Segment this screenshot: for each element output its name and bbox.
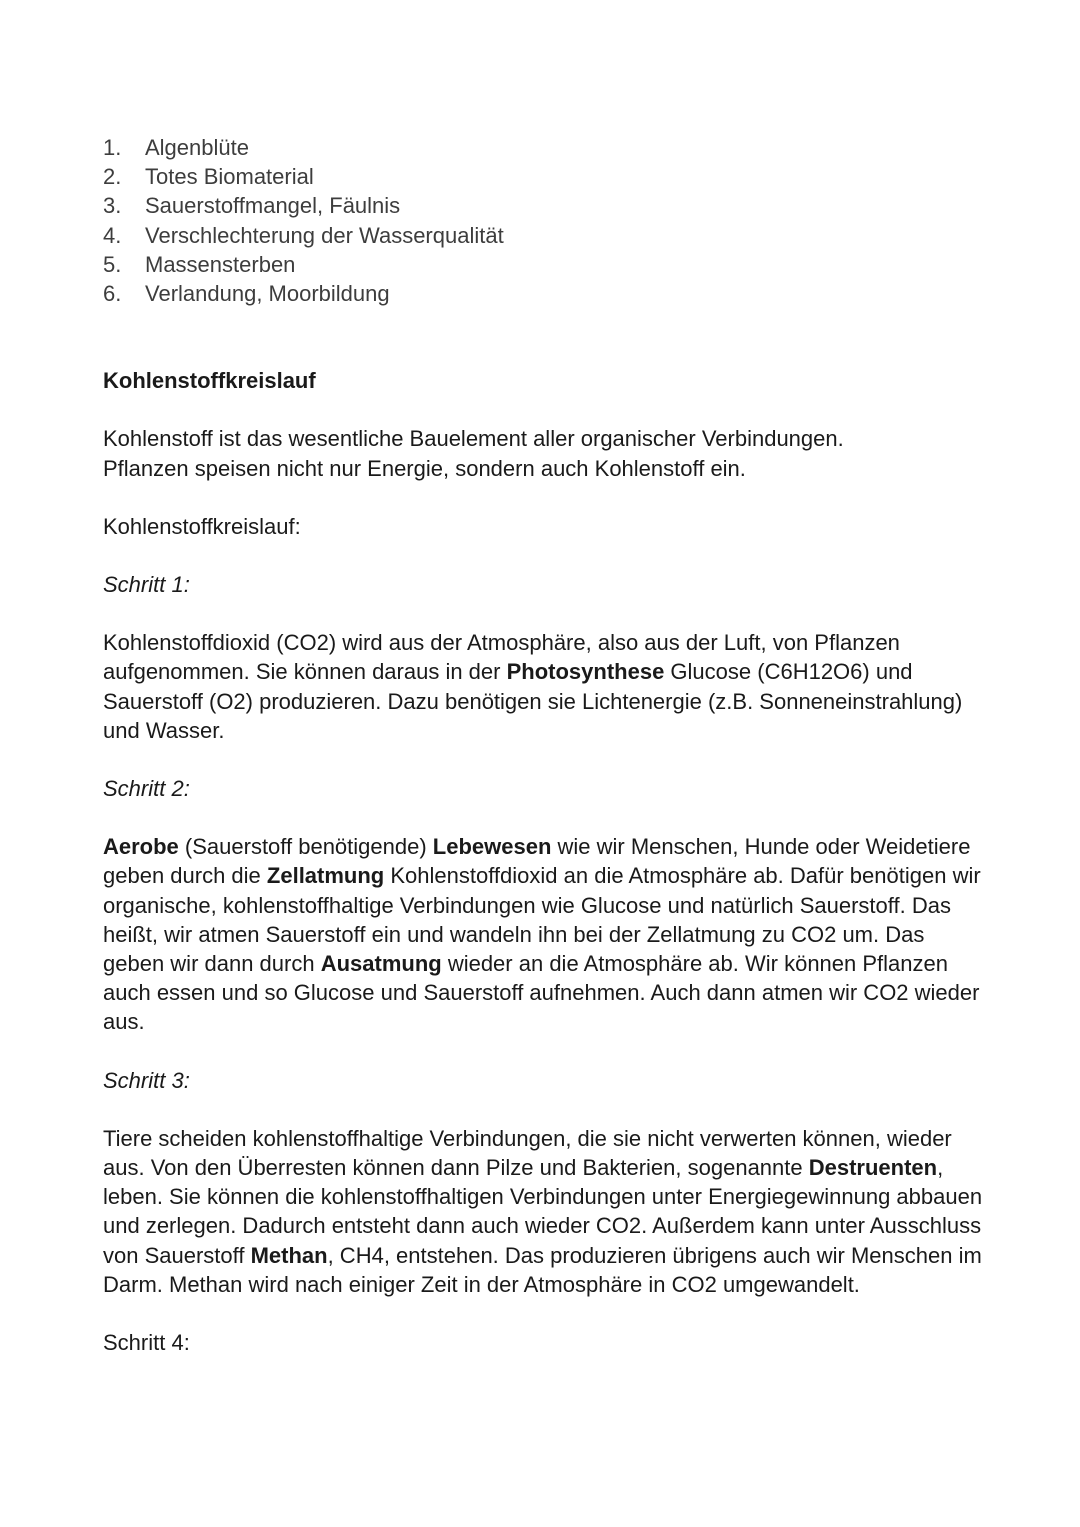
term-zellatmung: Zellatmung bbox=[266, 863, 385, 889]
list-item bbox=[103, 250, 983, 279]
step-2-text-b: wie wir Menschen, Hunde oder Weidetiere geben durch die bbox=[103, 834, 971, 889]
step-2-text-d: wieder an die Atmosphäre ab. Wir können Pflanzen auch essen und so Glucose und Sauerstoff aufnehmen. Auch dann atmen wir CO2 wieder aus. bbox=[103, 950, 980, 1035]
step-1-text-b: Glucose (C6H12O6) und Sauerstoff (O2) produzieren. Dazu benötigen sie Lichtenergie (z.B. Sonneneinstrahlung) und Wasser. bbox=[103, 659, 963, 743]
term-photosynthese: Photosynthese bbox=[506, 659, 665, 685]
list-number: 6. bbox=[103, 280, 122, 306]
step-1-label: Schritt 1: bbox=[103, 571, 190, 597]
term-methan: Methan bbox=[250, 1242, 328, 1268]
intro-line-2: Pflanzen speisen nicht nur Energie, sondern auch Kohlenstoff ein. bbox=[103, 455, 746, 481]
term-ausatmung: Ausatmung bbox=[320, 950, 442, 976]
list-item bbox=[103, 279, 983, 308]
step-2-text-a: (Sauerstoff benötigende) bbox=[178, 834, 433, 860]
list-number: 1. bbox=[103, 135, 122, 160]
step-3-paragraph bbox=[103, 1124, 983, 1299]
list-text: Verlandung, Moorbildung bbox=[145, 280, 390, 306]
list-text: Massensterben bbox=[145, 251, 296, 277]
step-3-text-c: , CH4, entstehen. Das produzieren übrigens auch wir Menschen im Darm. Methan wird nach einiger Zeit in der Atmosphäre in CO2 umgewandelt. bbox=[103, 1242, 982, 1297]
document-content bbox=[103, 133, 983, 1357]
term-aerobe: Aerobe bbox=[103, 834, 179, 860]
term-destruenten: Destruenten bbox=[808, 1154, 938, 1180]
step-3-text-a: Tiere scheiden kohlenstoffhaltige Verbindungen, die sie nicht verwerten können, wieder aus. Von den Überresten können dann Pilze und Bakterien, sogenannte bbox=[103, 1125, 952, 1180]
list-item bbox=[103, 191, 983, 220]
list-text: Totes Biomaterial bbox=[145, 164, 314, 190]
eutrophication-list bbox=[103, 133, 983, 308]
step-4-label: Schritt 4: bbox=[103, 1330, 190, 1355]
list-number: 2. bbox=[103, 164, 122, 190]
intro-paragraph bbox=[103, 424, 983, 482]
step-3-label: Schritt 3: bbox=[103, 1067, 190, 1093]
list-item bbox=[103, 162, 983, 191]
step-3-text-b: , leben. Sie können die kohlenstoffhaltigen Verbindungen unter Energiegewinnung abbauen und zerlegen. Dadurch entsteht dann auch wieder CO2. Außerdem kann unter Ausschluss von Sauerstoff bbox=[103, 1154, 983, 1268]
list-text: Verschlechterung der Wasserqualität bbox=[145, 222, 504, 248]
list-item bbox=[103, 221, 983, 250]
step-1-text-a: Kohlenstoffdioxid (CO2) wird aus der Atmosphäre, also aus der Luft, von Pflanzen aufgenommen. Sie können daraus in der bbox=[103, 630, 900, 685]
list-number: 4. bbox=[103, 222, 122, 248]
list-text: Sauerstoffmangel, Fäulnis bbox=[145, 193, 401, 219]
cycle-label: Kohlenstoffkreislauf: bbox=[103, 513, 301, 539]
list-number: 5. bbox=[103, 251, 122, 277]
term-lebewesen: Lebewesen bbox=[432, 834, 552, 860]
list-text: Algenblüte bbox=[145, 135, 249, 160]
step-2-paragraph bbox=[103, 832, 983, 1036]
list-item bbox=[103, 133, 983, 162]
list-number: 3. bbox=[103, 193, 122, 219]
step-2-label: Schritt 2: bbox=[103, 775, 190, 801]
section-heading: Kohlenstoffkreislauf bbox=[103, 368, 316, 394]
step-1-paragraph bbox=[103, 628, 983, 745]
step-2-text-c: Kohlenstoffdioxid an die Atmosphäre ab. Dafür benötigen wir organische, kohlenstoffhaltige Verbindungen wie Glucose und natürlich Sauerstoff. Das heißt, wir atmen Sauerstoff ein und wandeln ihn bei der Zellatmung zu CO2 um. Das geben wir dann durch bbox=[103, 863, 981, 976]
intro-line-1: Kohlenstoff ist das wesentliche Bauelement aller organischer Verbindungen. bbox=[103, 426, 844, 452]
